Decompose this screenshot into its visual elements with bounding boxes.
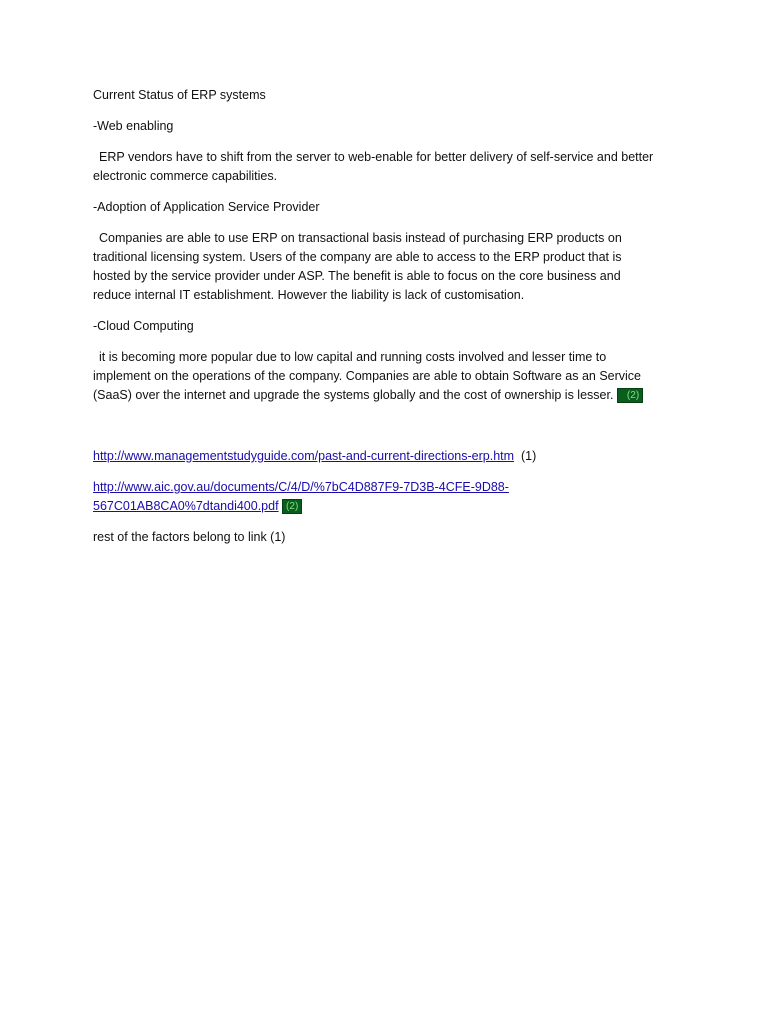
reference-link-1[interactable]: http://www.managementstudyguide.com/past-and-current-directions-erp.htm [93,449,515,463]
reference-tag[interactable]: (2) [282,499,302,514]
section-body-asp: Companies are able to use ERP on transactional basis instead of purchasing ERP products on traditional licensing system. Users of the company are able to access to the ERP product that is hosted by the service provider under ASP. The benefit is able to focus on the core business and reduce internal IT establishment. However the liability is lack of customisation. [93,231,622,302]
section-body-cloud-text: it is becoming more popular due to low capital and running costs involved and lesser time to implement on the operations of the company. Companies are able to obtain Software as an Service (SaaS) over the internet and upgrade the systems globally and the cost of ownership is lesser. [93,350,641,402]
section-heading-cloud: -Cloud Computing [93,319,194,333]
section-heading-web-enabling: -Web enabling [93,119,174,133]
reference-tag[interactable]: (2) [617,388,643,403]
closing-note: rest of the factors belong to link (1) [93,530,286,544]
reference-2 [93,478,658,516]
spacer [93,417,658,447]
reference-1 [93,447,658,466]
reference-link-2[interactable]: http://www.aic.gov.au/documents/C/4/D/%7bC4D887F9-7D3B-4CFE-9D88-567C01AB8CA0%7dtandi400.pdf [93,480,509,513]
reference-1-suffix: (1) [520,449,537,463]
document-title: Current Status of ERP systems [93,88,266,102]
section-body-cloud [93,348,658,405]
section-body-web-enabling: ERP vendors have to shift from the server to web-enable for better delivery of self-service and better electronic commerce capabilities. [93,150,654,183]
section-heading-asp: -Adoption of Application Service Provider [93,200,320,214]
